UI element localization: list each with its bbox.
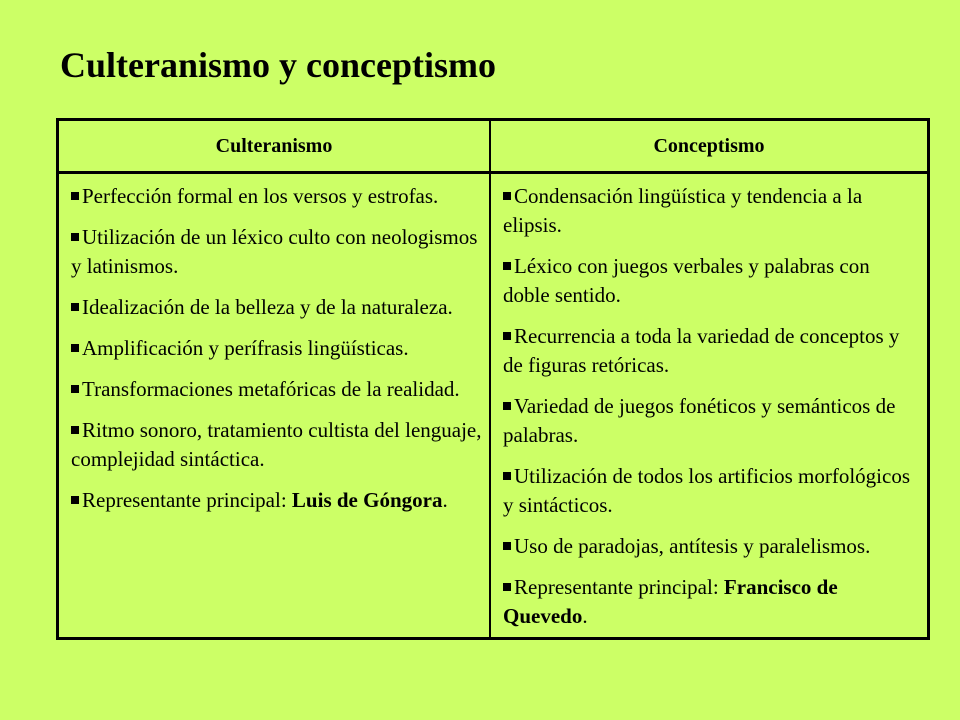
conceptismo-list [503, 182, 921, 631]
square-bullet-icon [503, 262, 511, 270]
list-item: Recurrencia a toda la variedad de conceptos y de figuras retóricas. [503, 324, 900, 377]
list-item: Amplificación y perífrasis lingüísticas. [71, 334, 483, 363]
square-bullet-icon [71, 344, 79, 352]
header-culteranismo: Culteranismo [58, 120, 491, 173]
list-item: Uso de paradojas, antítesis y paralelismos. [503, 532, 921, 561]
culteranismo-cell [58, 173, 491, 639]
square-bullet-icon [71, 192, 79, 200]
square-bullet-icon [71, 426, 79, 434]
list-item: Transformaciones metafóricas de la realidad. [71, 375, 483, 404]
square-bullet-icon [503, 542, 511, 550]
square-bullet-icon [71, 385, 79, 393]
square-bullet-icon [71, 496, 79, 504]
list-item: Ritmo sonoro, tratamiento cultista del lenguaje, complejidad sintáctica. [71, 418, 482, 471]
representative-item: Representante principal: Francisco de Quevedo. [503, 575, 838, 628]
square-bullet-icon [503, 472, 511, 480]
list-item: Variedad de juegos fonéticos y semánticos de palabras. [503, 394, 896, 447]
square-bullet-icon [503, 402, 511, 410]
square-bullet-icon [71, 303, 79, 311]
list-item: Utilización de todos los artificios morfológicos y sintácticos. [503, 464, 911, 517]
list-item: Idealización de la belleza y de la naturaleza. [71, 293, 483, 322]
culteranismo-list [71, 182, 483, 515]
representative-name: Francisco de Quevedo [503, 575, 838, 628]
list-item: Léxico con juegos verbales y palabras con doble sentido. [503, 254, 870, 307]
header-conceptismo: Conceptismo [490, 120, 929, 173]
table-row [58, 173, 929, 639]
table-header-row [58, 120, 929, 173]
square-bullet-icon [503, 192, 511, 200]
square-bullet-icon [71, 233, 79, 241]
representative-item: Representante principal: Luis de Góngora. [71, 486, 483, 515]
list-item: Condensación lingüística y tendencia a la elipsis. [503, 184, 863, 237]
conceptismo-cell [490, 173, 929, 639]
square-bullet-icon [503, 332, 511, 340]
list-item: Perfección formal en los versos y estrofas. [71, 182, 483, 211]
page-title: Culteranismo y conceptismo [60, 45, 496, 85]
list-item: Utilización de un léxico culto con neologismos y latinismos. [71, 225, 478, 278]
comparison-table [56, 118, 930, 640]
representative-name: Luis de Góngora [291, 488, 443, 512]
square-bullet-icon [503, 583, 511, 591]
